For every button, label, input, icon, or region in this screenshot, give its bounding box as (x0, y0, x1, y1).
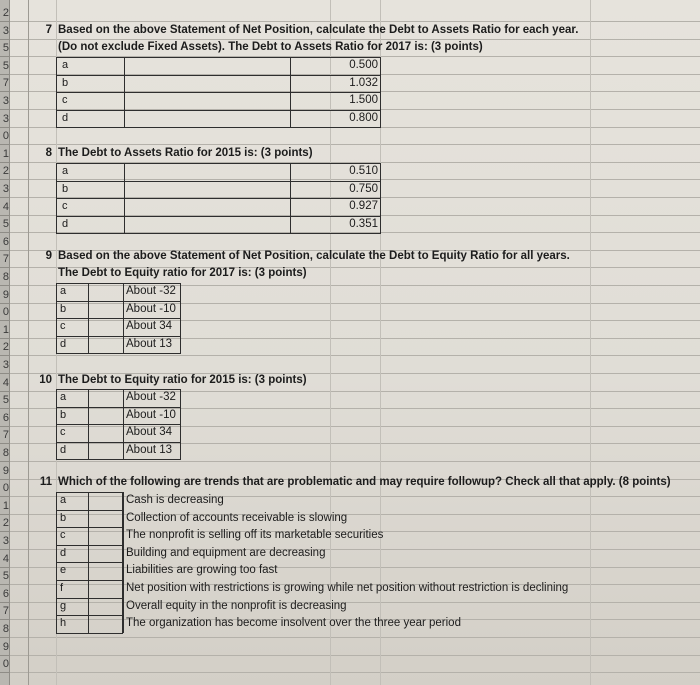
row-number[interactable]: 2 (0, 4, 9, 22)
q10-option-letter: b (60, 408, 67, 421)
row-number[interactable]: 8 (0, 444, 9, 462)
q8-answer-cell[interactable] (125, 217, 289, 233)
q10-option-letter: a (60, 391, 67, 403)
q7-question: Based on the above Statement of Net Position, calculate the Debt to Assets Ratio for each year. (58, 24, 579, 36)
q7-answer-cell[interactable] (125, 58, 289, 74)
row-number[interactable]: 9 (0, 462, 9, 480)
q11-option-value: Net position with restrictions is growing while net position without restriction is declining (126, 582, 569, 594)
q11-option-value: Overall equity in the nonprofit is decreasing (126, 599, 347, 612)
row-number[interactable]: 1 (0, 321, 9, 339)
row-number[interactable]: 5 (0, 215, 9, 233)
row-number[interactable]: 3 (0, 92, 9, 110)
q9-option-value: About 13 (126, 337, 173, 350)
q9-option-letter: b (60, 302, 67, 315)
q7-option-letter: d (62, 111, 69, 124)
q11-option-value: Collection of accounts receivable is slowing (126, 511, 348, 524)
row-number[interactable]: 1 (0, 497, 9, 515)
q9-answer-cell[interactable] (89, 337, 122, 353)
q11-question: Which of the following are trends that are problematic and may require followup? Check all that apply. (8 points) (58, 476, 671, 488)
row-number[interactable]: 9 (0, 286, 9, 304)
q11-answer-cell[interactable] (89, 599, 122, 615)
row-number[interactable]: 3 (0, 356, 9, 374)
q11-number: 11 (39, 476, 52, 488)
q11-option-letter: h (60, 617, 67, 630)
grid-row-line (10, 637, 700, 638)
q9-option-value: About 34 (126, 320, 173, 333)
q8-question: The Debt to Assets Ratio for 2015 is: (3 points) (58, 147, 313, 159)
q9-answer-cell[interactable] (89, 319, 122, 335)
q10-option-value: About 13 (126, 443, 173, 456)
q8-option-letter: a (62, 165, 69, 177)
q10-option-value: About 34 (126, 426, 173, 439)
row-number[interactable]: 5 (0, 57, 9, 75)
q10-answer-cell[interactable] (89, 408, 122, 424)
q10-question: The Debt to Equity ratio for 2015 is: (3 points) (58, 374, 307, 386)
q11-option-value: The nonprofit is selling off its marketable securities (126, 529, 384, 542)
row-number[interactable]: 0 (0, 479, 9, 497)
row-number[interactable]: 2 (0, 338, 9, 356)
row-number[interactable]: 3 (0, 532, 9, 550)
q7-option-letter: b (62, 76, 69, 89)
q9-answer-cell[interactable] (89, 284, 122, 300)
row-number[interactable]: 3 (0, 180, 9, 198)
q8-option-letter: d (62, 217, 69, 230)
q7-option-value: 1.500 (349, 94, 378, 107)
grid-row-line (10, 461, 700, 462)
q7-number: 7 (45, 24, 52, 36)
row-number[interactable]: 0 (0, 303, 9, 321)
q9-answer-cell[interactable] (89, 302, 122, 318)
q7-option-letter: a (62, 59, 69, 71)
q8-answer-cell[interactable] (125, 199, 289, 215)
row-number[interactable]: 5 (0, 567, 9, 585)
q8-option-value: 0.351 (349, 217, 378, 230)
q9-question-line2: The Debt to Equity ratio for 2017 is: (3 points) (58, 267, 307, 279)
q10-answer-cell[interactable] (89, 425, 122, 441)
q11-option-letter: c (60, 529, 66, 542)
row-number[interactable]: 0 (0, 655, 9, 673)
row-number[interactable]: 4 (0, 550, 9, 568)
q7-option-value: 0.800 (349, 111, 378, 124)
q9-option-value: About -10 (126, 302, 176, 315)
row-number[interactable]: 7 (0, 74, 9, 92)
row-number[interactable]: 8 (0, 268, 9, 286)
q9-question: Based on the above Statement of Net Position, calculate the Debt to Equity Ratio for all years. (58, 250, 570, 262)
q7-option-value: 0.500 (349, 59, 378, 71)
row-number[interactable]: 7 (0, 250, 9, 268)
q11-option-letter: e (60, 564, 67, 577)
q10-number: 10 (39, 374, 52, 386)
q11-answer-cell[interactable] (89, 546, 122, 562)
q10-option-value: About -10 (126, 408, 176, 421)
q7-option-value: 1.032 (349, 76, 378, 89)
row-number[interactable]: 6 (0, 233, 9, 251)
row-number[interactable]: 2 (0, 162, 9, 180)
row-number[interactable]: 4 (0, 198, 9, 216)
q9-option-value: About -32 (126, 285, 176, 297)
q8-number: 8 (45, 147, 52, 159)
q11-answer-cell[interactable] (89, 581, 122, 597)
q11-answer-cell[interactable] (89, 511, 122, 527)
row-number[interactable]: 1 (0, 145, 9, 163)
q8-option-value: 0.510 (349, 165, 378, 177)
row-number[interactable]: 7 (0, 602, 9, 620)
row-header-column (0, 0, 10, 685)
q11-option-letter: a (60, 494, 67, 506)
grid-row-line (10, 672, 700, 673)
row-number[interactable]: 6 (0, 409, 9, 427)
q8-answer-cell[interactable] (125, 164, 289, 180)
q9-number: 9 (45, 250, 52, 262)
q11-option-value: Building and equipment are decreasing (126, 546, 326, 559)
q11-option-value: Cash is decreasing (126, 494, 224, 506)
row-number[interactable]: 4 (0, 374, 9, 392)
q11-option-value: Liabilities are growing too fast (126, 564, 278, 577)
q11-option-letter: g (60, 599, 67, 612)
row-number[interactable]: 8 (0, 620, 9, 638)
row-number[interactable]: 5 (0, 391, 9, 409)
grid-column-line (590, 0, 591, 685)
q10-option-letter: c (60, 426, 66, 439)
row-number[interactable]: 3 (0, 110, 9, 128)
q10-answer-cell[interactable] (89, 390, 122, 406)
q7-answer-cell[interactable] (125, 76, 289, 92)
q11-answer-cell[interactable] (89, 563, 122, 579)
q7-option-letter: c (62, 94, 68, 107)
q11-option-letter: f (60, 582, 64, 594)
q11-option-value: The organization has become insolvent over the three year period (126, 617, 461, 630)
grid-row-line (10, 355, 700, 356)
q8-option-value: 0.750 (349, 182, 378, 195)
q8-answer-cell[interactable] (125, 182, 289, 198)
q11-answer-cell[interactable] (89, 616, 122, 632)
q11-answer-cell[interactable] (89, 493, 122, 509)
q10-answer-cell[interactable] (89, 443, 122, 459)
q7-answer-cell[interactable] (125, 93, 289, 109)
q9-option-letter: a (60, 285, 67, 297)
row-number[interactable]: 2 (0, 514, 9, 532)
row-number[interactable]: 0 (0, 127, 9, 145)
row-number[interactable]: 7 (0, 426, 9, 444)
q7-question-line2: (Do not exclude Fixed Assets). The Debt to Assets Ratio for 2017 is: (3 points) (58, 41, 483, 53)
q11-option-letter: d (60, 546, 67, 559)
grid-column-line (28, 0, 29, 685)
q8-option-value: 0.927 (349, 200, 378, 213)
q8-option-letter: c (62, 200, 68, 213)
q10-option-letter: d (60, 443, 67, 456)
row-number[interactable]: 5 (0, 39, 9, 57)
q7-answer-cell[interactable] (125, 111, 289, 127)
q8-option-letter: b (62, 182, 69, 195)
q9-option-letter: d (60, 337, 67, 350)
q11-answer-cell[interactable] (89, 528, 122, 544)
q10-option-value: About -32 (126, 391, 176, 403)
q11-option-letter: b (60, 511, 67, 524)
row-number[interactable]: 6 (0, 585, 9, 603)
row-number[interactable]: 9 (0, 638, 9, 656)
row-number[interactable]: 3 (0, 22, 9, 40)
q11-table-divider (123, 492, 124, 633)
grid-row-line (10, 655, 700, 656)
q9-option-letter: c (60, 320, 66, 333)
